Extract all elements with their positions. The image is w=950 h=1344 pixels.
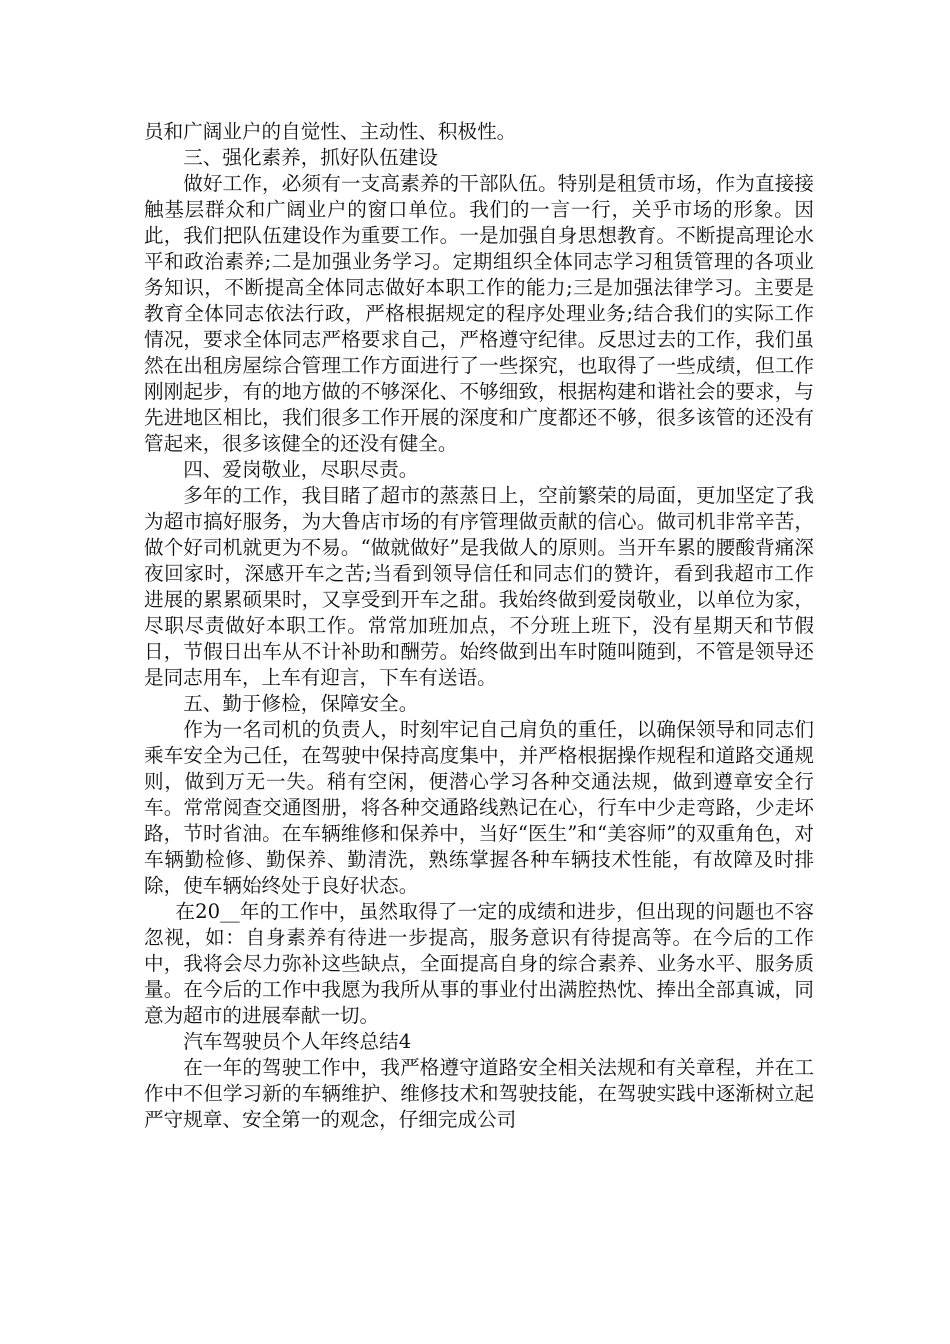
section-heading-3: 三、强化素养，抓好队伍建设 [183,146,438,169]
section-heading-4: 四、爱岗敬业，尽职尽责。 [183,458,419,481]
document-subtitle: 汽车驾驶员个人年终总结4 [183,1030,412,1053]
paragraph-dedication: 多年的工作，我目睹了超市的蒸蒸日上，空前繁荣的局面，更加坚定了我为超市搞好服务，为大鲁店市场的有序管理做贡献的信心。做司机非常辛苦，做个好司机就更为不易。“做就做好”是我做人的原则。当开车累的腰酸背痛深夜回家时，深感开车之苦;当看到领导信任和同志们的赞许，看到我超市工作进展的累累硕果时，又享受到开车之甜。我始终做到爱岗敬业，以单位为家，尽职尽责做好本职工作。常常加班加点，不分班上班下，没有星期天和节假日，节假日出车从不计补助和酬劳。始终做到出车时随叫随到，不管是领导还是同志用车，上车有迎言，下车有送语。 [144,484,814,689]
paragraph-continuation: 员和广阔业户的自觉性、主动性、积极性。 [144,120,517,143]
paragraph-year-review: 在20__年的工作中，虽然取得了一定的成绩和进步，但出现的问题也不容忽视，如：自身素养有待进一步提高，服务意识有待提高等。在今后的工作中，我将会尽力弥补这些缺点，全面提高自身的综合素养、业务水平、服务质量。在今后的工作中我愿为我所从事的事业付出满腔热忱、捧出全部真诚，同意为超市的进展奉献一切。 [144,900,814,1027]
paragraph-safety: 作为一名司机的负责人，时刻牢记自己肩负的重任，以确保领导和同志们乘车安全为己任，在驾驶中保持高度集中，并严格根据操作规程和道路交通规则，做到万无一失。稍有空闲，便潜心学习各种交通法规，做到遵章安全行车。常常阅查交通图册，将各种交通路线熟记在心，行车中少走弯路，少走坏路，节时省油。在车辆维修和保养中，当好“医生”和“美容师”的双重角色，对车辆勤检修、勤保养、勤清洗，熟练掌握各种车辆技术性能，有故障及时排除，使车辆始终处于良好状态。 [144,718,814,897]
document-page [144,119,814,1133]
section-heading-5: 五、勤于修检，保障安全。 [183,692,419,715]
paragraph-team-building: 做好工作，必须有一支高素养的干部队伍。特别是租赁市场，作为直接接触基层群众和广阔业户的窗口单位。我们的一言一行，关乎市场的形象。因此，我们把队伍建设作为重要工作。一是加强自身思想教育。不断提高理论水平和政治素养;二是加强业务学习。定期组织全体同志学习租赁管理的各项业务知识，不断提高全体同志做好本职工作的能力;三是加强法律学习。主要是教育全体同志依法行政，严格根据规定的程序处理业务;结合我们的实际工作情况，要求全体同志严格要求自己，严格遵守纪律。反思过去的工作，我们虽然在出租房屋综合管理工作方面进行了一些探究，也取得了一些成绩，但工作刚刚起步，有的地方做的不够深化、不够细致，根据构建和谐社会的要求，与先进地区相比，我们很多工作开展的深度和广度都还不够，很多该管的还没有管起来，很多该健全的还没有健全。 [144,172,814,455]
paragraph-driving-year: 在一年的驾驶工作中，我严格遵守道路安全相关法规和有关章程，并在工作中不但学习新的车辆维护、维修技术和驾驶技能，在驾驶实践中逐渐树立起严守规章、安全第一的观念，仔细完成公司 [144,1056,814,1131]
